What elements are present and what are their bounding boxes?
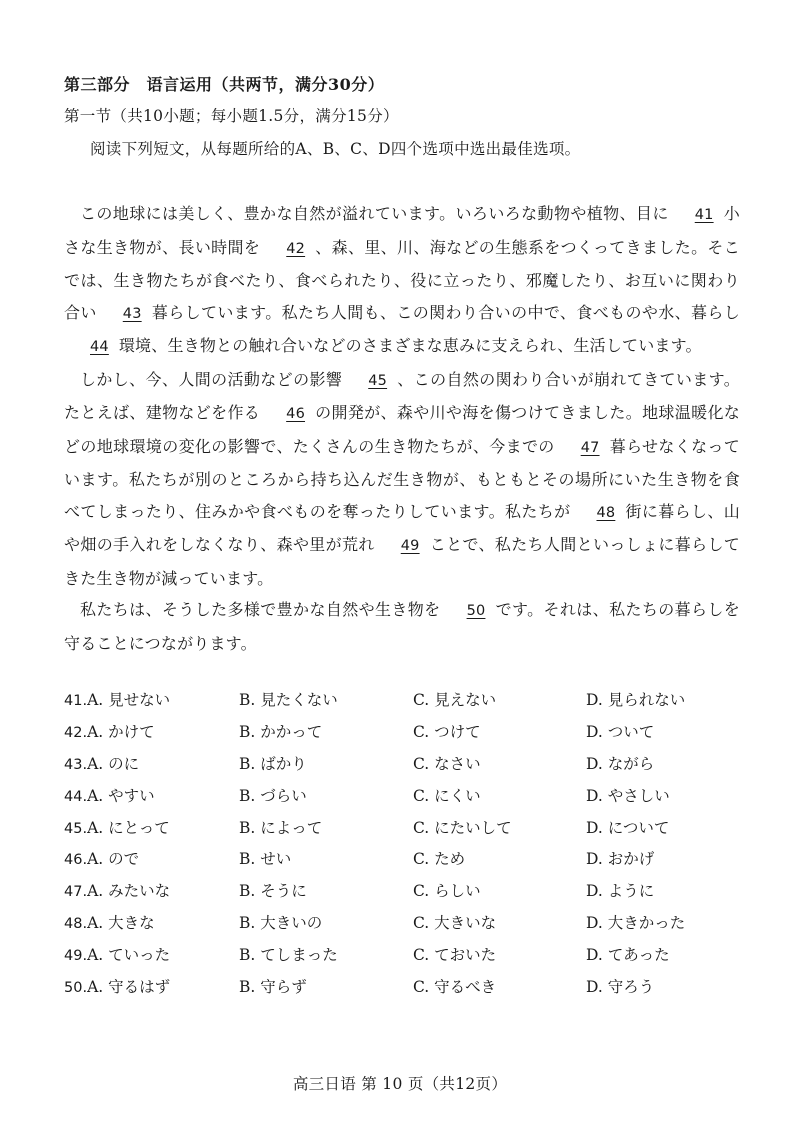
option-c[interactable]: C. なさい — [413, 754, 481, 773]
option-a[interactable] — [64, 847, 239, 869]
question-number: 47. — [64, 884, 88, 901]
option-a[interactable] — [64, 784, 239, 806]
option-d[interactable]: D. ついて — [586, 722, 655, 741]
option-a-text: A. にとって — [87, 818, 170, 837]
blank-48: 48 — [596, 504, 616, 521]
question-row — [64, 970, 754, 1002]
question-row — [64, 842, 754, 874]
blank-49: 49 — [400, 538, 420, 554]
question-number: 45. — [64, 820, 88, 837]
passage-paragraph-3 — [64, 594, 740, 659]
blank-41: 41 — [694, 207, 714, 223]
option-d[interactable]: D. ながら — [586, 754, 655, 773]
blank-45: 45 — [368, 372, 388, 389]
blank-47: 47 — [580, 439, 600, 456]
page-footer: 高三日语 第 10 页（共12页） — [292, 1075, 508, 1093]
question-list — [64, 683, 754, 1002]
reading-passage — [64, 198, 740, 659]
option-a-text: A. 大きな — [87, 914, 155, 933]
option-b[interactable]: B. かかって — [239, 722, 323, 741]
option-a-text: A. ていった — [87, 946, 171, 965]
question-row — [64, 683, 754, 715]
passage-text: しかし、今、人間の活動などの影響 — [80, 369, 343, 389]
option-c[interactable]: C. 見えない — [413, 690, 497, 709]
option-a[interactable] — [64, 720, 239, 742]
blank-43: 43 — [122, 305, 142, 322]
question-row — [64, 906, 754, 938]
passage-text: 環境、生き物との触れ合いなどのさまざまな恵みに支えられ、生活しています。 — [118, 336, 702, 355]
blank-46: 46 — [286, 406, 306, 422]
option-a[interactable] — [64, 879, 239, 901]
option-c[interactable]: C. ておいた — [413, 946, 497, 965]
option-b[interactable]: B. 大きいの — [239, 914, 323, 933]
passage-text: ことで、私たち人間といっしょに暮らしてきた生き物が減っています。 — [64, 535, 740, 588]
option-d[interactable]: D. ように — [586, 882, 655, 901]
option-a-text: A. 見せない — [87, 690, 171, 709]
passage-paragraph-2 — [64, 364, 740, 595]
option-c[interactable]: C. らしい — [413, 882, 481, 901]
option-a-text: A. やすい — [87, 786, 155, 805]
option-a-text: A. のに — [87, 754, 140, 773]
option-d[interactable]: D. てあった — [586, 946, 670, 965]
option-b[interactable]: B. によって — [239, 818, 323, 837]
option-d[interactable]: D. について — [586, 818, 670, 837]
question-number: 49. — [64, 948, 88, 965]
option-c[interactable]: C. 大きいな — [413, 914, 497, 933]
option-a[interactable] — [64, 816, 239, 838]
option-c[interactable]: C. にくい — [413, 786, 481, 805]
option-a[interactable] — [64, 688, 239, 710]
option-b[interactable]: B. そうに — [239, 882, 307, 901]
question-number: 48. — [64, 916, 88, 933]
question-row — [64, 874, 754, 906]
question-row — [64, 938, 754, 970]
option-a-text: A. ので — [87, 850, 140, 869]
option-a-text: A. みたいな — [87, 882, 171, 901]
option-c[interactable]: C. つけて — [413, 722, 481, 741]
option-d[interactable]: D. 大きかった — [586, 914, 686, 933]
question-row — [64, 779, 754, 811]
option-c[interactable]: C. にたいして — [413, 818, 512, 837]
passage-text: 、この自然の関わり合いが崩れてきています。たとえば、建物などを作る — [64, 369, 740, 422]
passage-paragraph-1 — [64, 198, 740, 364]
passage-text: の開発が、森や川や海を傷つけてきました。地球温暖化などの地球環境の変化の影響で、たくさんの生き物たちが、今までの — [64, 403, 741, 456]
question-number: 43. — [64, 756, 88, 773]
option-a-text: A. かけて — [87, 722, 155, 741]
option-c[interactable]: C. 守るべき — [413, 977, 497, 996]
question-number: 46. — [64, 852, 88, 869]
blank-50: 50 — [466, 603, 486, 619]
option-b[interactable]: B. 見たくない — [239, 690, 338, 709]
subsection-title: 第一节（共10小题；每小题1.5分，满分15分） — [64, 107, 399, 125]
option-b[interactable]: B. ばかり — [239, 754, 307, 773]
option-a[interactable] — [64, 975, 239, 997]
question-number: 50. — [64, 979, 88, 996]
question-number: 44. — [64, 788, 88, 805]
option-d[interactable]: D. 守ろう — [586, 977, 655, 996]
passage-text: 街に暮らし、山や畑の手入れをしなくなり、森や里が荒れ — [64, 501, 740, 554]
option-a-text: A. 守るはず — [87, 977, 171, 996]
blank-42: 42 — [286, 240, 306, 257]
option-b[interactable]: B. せい — [239, 850, 292, 869]
option-b[interactable]: B. 守らず — [239, 977, 307, 996]
option-a[interactable] — [64, 911, 239, 933]
blank-44: 44 — [90, 339, 109, 355]
option-d[interactable]: D. おかげ — [586, 850, 655, 869]
passage-text: 暮らせなくなっています。私たちが別のところから持ち込んだ生き物が、もともとその場所にいた生き物を食べてしまったり、住みかや食べものを奪ったりしています。私たちが — [64, 436, 740, 521]
passage-text: この地球には美しく、豊かな自然が溢れています。いろいろな動物や植物、目に — [80, 204, 669, 223]
passage-text: 私たちは、そうした多様で豊かな自然や生き物を — [80, 600, 441, 619]
option-d[interactable]: D. 見られない — [586, 690, 686, 709]
option-c[interactable]: C. ため — [413, 850, 466, 869]
option-b[interactable]: B. づらい — [239, 786, 307, 805]
section-title: 第三部分 语言运用（共两节，满分30分） — [64, 75, 385, 94]
question-number: 42. — [64, 724, 88, 741]
option-a[interactable] — [64, 752, 239, 774]
question-row — [64, 811, 754, 843]
option-a[interactable] — [64, 943, 239, 965]
passage-text: 、森、里、川、海などの生態系をつくってきました。そこでは、生き物たちが食べたり、食べられたり、役に立ったり、邪魔したり、お互いに関わり合い — [64, 237, 740, 322]
passage-text: 小さな生き物が、長い時間を — [64, 204, 740, 257]
instructions: 阅读下列短文，从每题所给的A、B、C、D四个选项中选出最佳选项。 — [90, 140, 581, 158]
passage-text: 暮らしています。私たち人間も、この関わり合いの中で、食べものや水、暮らし — [151, 302, 740, 322]
option-b[interactable]: B. てしまった — [239, 946, 338, 965]
option-d[interactable]: D. やさしい — [586, 786, 670, 805]
question-row — [64, 747, 754, 779]
question-row — [64, 715, 754, 747]
passage-text: です。それは、私たちの暮らしを守ることにつながります。 — [64, 600, 740, 653]
question-number: 41. — [64, 692, 88, 709]
